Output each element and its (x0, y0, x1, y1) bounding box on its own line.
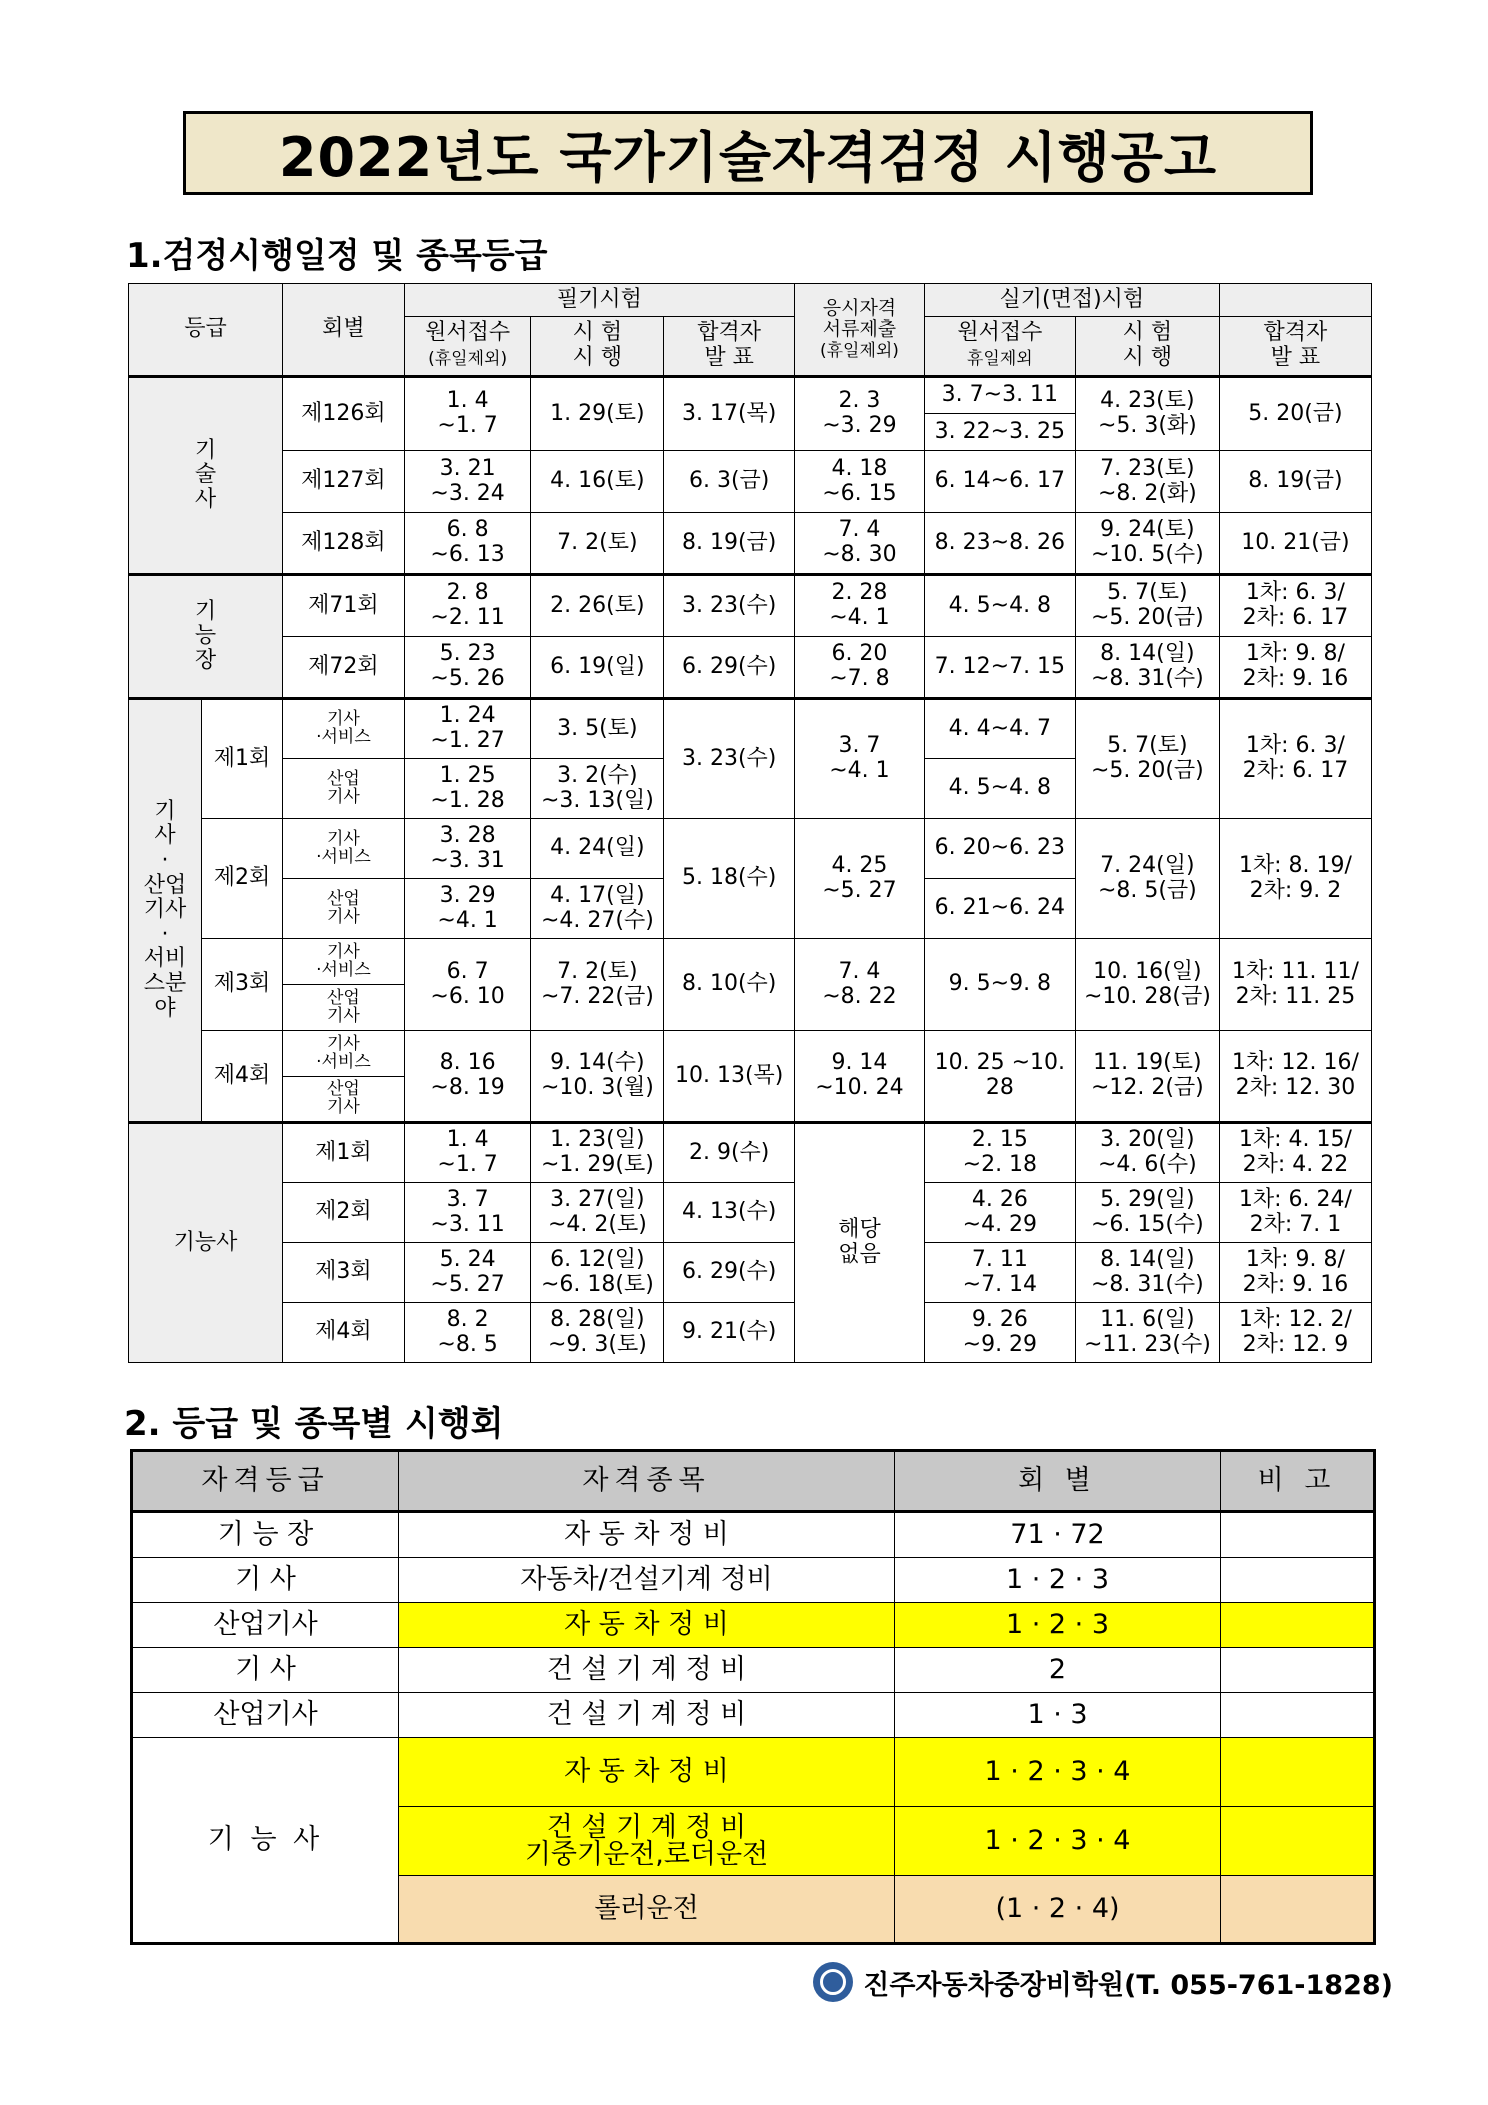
table-cell: 1. 25 ~1. 28 (404, 759, 531, 819)
table-cell: 1차: 6. 3/ 2차: 6. 17 (1219, 575, 1371, 637)
table-cell: 4. 5~4. 8 (924, 575, 1075, 637)
header-docs: 응시자격 서류제출 (휴일제외) (795, 284, 925, 377)
table-cell: 6. 12(일) ~6. 18(토) (531, 1243, 664, 1303)
cell-rounds: 1 · 2 · 3 (895, 1603, 1221, 1648)
cell-item: 건 설 기 계 정 비 (399, 1693, 895, 1738)
header-practical: 실기(면접)시험 (924, 284, 1219, 317)
table-cell: 5. 29(일) ~6. 15(수) (1075, 1183, 1219, 1243)
sub-industrial: 산업 기사 (283, 985, 405, 1031)
cell-item: 자 동 차 정 비 (399, 1603, 895, 1648)
table-cell: 10. 25 ~10. 28 (924, 1031, 1075, 1123)
cell-remarks (1221, 1512, 1375, 1558)
cell-rounds: 1 · 2 · 3 · 4 (895, 1807, 1221, 1876)
table-cell: 3. 21 ~3. 24 (404, 451, 531, 513)
table-cell: 5. 7(토) ~5. 20(금) (1075, 575, 1219, 637)
table-cell: 6. 29(수) (664, 637, 795, 699)
round-c4: 제4회 (283, 1303, 405, 1363)
table-cell: 8. 2 ~8. 5 (404, 1303, 531, 1363)
table-cell: 3. 2(수) ~3. 13(일) (531, 759, 664, 819)
table-cell: 11. 6(일) ~11. 23(수) (1075, 1303, 1219, 1363)
table-cell: 1. 4 ~1. 7 (404, 377, 531, 451)
table-cell: 9. 21(수) (664, 1303, 795, 1363)
table-cell: 2. 15 ~2. 18 (924, 1123, 1075, 1183)
header-w-pass: 합격자 발 표 (664, 317, 795, 377)
cell-item: 자 동 차 정 비 (399, 1738, 895, 1807)
table-cell: 3. 20(일) ~4. 6(수) (1075, 1123, 1219, 1183)
cell-remarks (1221, 1648, 1375, 1693)
round-e1: 제1회 (201, 699, 282, 819)
cell-remarks (1221, 1603, 1375, 1648)
table-cell: 1. 29(토) (531, 377, 664, 451)
round-c2: 제2회 (283, 1183, 405, 1243)
table-cell: 7. 4 ~8. 30 (795, 513, 925, 575)
table-cell: 4. 16(토) (531, 451, 664, 513)
table-cell: 3. 29 ~4. 1 (404, 879, 531, 939)
header-qual-item: 자격종목 (399, 1451, 895, 1512)
table-cell: 8. 14(일) ~8. 31(수) (1075, 637, 1219, 699)
table-cell: 7. 2(토) (531, 513, 664, 575)
table-cell: 10. 21(금) (1219, 513, 1371, 575)
table-cell: 1차: 6. 3/ 2차: 6. 17 (1219, 699, 1371, 819)
table-cell: 8. 19(금) (1219, 451, 1371, 513)
table-cell: 3. 22~3. 25 (924, 414, 1075, 451)
cell-item: 자동차/건설기계 정비 (399, 1558, 895, 1603)
table-cell: 8. 14(일) ~8. 31(수) (1075, 1243, 1219, 1303)
table-cell: 1. 4 ~1. 7 (404, 1123, 531, 1183)
table-cell: 6. 19(일) (531, 637, 664, 699)
table-cell: 4. 13(수) (664, 1183, 795, 1243)
header-written: 필기시험 (404, 284, 794, 317)
table-cell: 6. 20 ~7. 8 (795, 637, 925, 699)
table-cell: 6. 21~6. 24 (924, 879, 1075, 939)
table-cell: 8. 23~8. 26 (924, 513, 1075, 575)
page-title: 2022년도 국가기술자격검정 시행공고 (183, 111, 1313, 195)
table-cell: 5. 23 ~5. 26 (404, 637, 531, 699)
table-cell: 1. 24 ~1. 27 (404, 699, 531, 759)
table-cell: 6. 7 ~6. 10 (404, 939, 531, 1031)
round-128: 제128회 (283, 513, 405, 575)
table-cell: 3. 17(목) (664, 377, 795, 451)
cell-rounds: 1 · 2 · 3 · 4 (895, 1738, 1221, 1807)
table-cell: 3. 23(수) (664, 575, 795, 637)
round-127: 제127회 (283, 451, 405, 513)
round-72: 제72회 (283, 637, 405, 699)
table-cell: 4. 26 ~4. 29 (924, 1183, 1075, 1243)
round-126: 제126회 (283, 377, 405, 451)
header-w-exam: 시 험 시 행 (531, 317, 664, 377)
table-cell: 8. 28(일) ~9. 3(토) (531, 1303, 664, 1363)
table-cell: 2. 3 ~3. 29 (795, 377, 925, 451)
grade-professional-engineer: 기 술 사 (129, 377, 283, 575)
table-cell: 8. 19(금) (664, 513, 795, 575)
table-cell: 4. 24(일) (531, 819, 664, 879)
academy-logo-icon (813, 1962, 853, 2002)
table-cell: 5. 20(금) (1219, 377, 1371, 451)
cell-item: 건 설 기 계 정 비 기중기운전,로더운전 (399, 1807, 895, 1876)
cell-rounds: 1 · 2 · 3 (895, 1558, 1221, 1603)
grade-master-craftsman: 기 능 장 (129, 575, 283, 699)
table-cell: 7. 12~7. 15 (924, 637, 1075, 699)
cell-remarks (1221, 1807, 1375, 1876)
table-cell: 7. 24(일) ~8. 5(금) (1075, 819, 1219, 939)
cell-grade: 기 사 (132, 1648, 399, 1693)
table-cell: 9. 14 ~10. 24 (795, 1031, 925, 1123)
table-cell: 1차: 4. 15/ 2차: 4. 22 (1219, 1123, 1371, 1183)
header-remarks: 비 고 (1221, 1451, 1375, 1512)
header-w-apply: 원서접수 (휴일제외) (404, 317, 531, 377)
sub-eng-svc: 기사 ·서비스 (283, 939, 405, 985)
table-cell: 9. 24(토) ~10. 5(수) (1075, 513, 1219, 575)
cell-grade: 산업기사 (132, 1603, 399, 1648)
table-cell: 3. 7 ~4. 1 (795, 699, 925, 819)
table-cell: 3. 5(토) (531, 699, 664, 759)
table-cell: 5. 7(토) ~5. 20(금) (1075, 699, 1219, 819)
cell-rounds: 71 · 72 (895, 1512, 1221, 1558)
table-cell: 3. 28 ~3. 31 (404, 819, 531, 879)
cell-remarks (1221, 1876, 1375, 1944)
grade-craftsman: 기능사 (129, 1123, 283, 1363)
table-cell: 5. 18(수) (664, 819, 795, 939)
table-cell: 1차: 12. 16/ 2차: 12. 30 (1219, 1031, 1371, 1123)
cell-remarks (1221, 1558, 1375, 1603)
table-cell: 1. 23(일) ~1. 29(토) (531, 1123, 664, 1183)
table-cell: 1차: 11. 11/ 2차: 11. 25 (1219, 939, 1371, 1031)
table-cell: 7. 11 ~7. 14 (924, 1243, 1075, 1303)
table-cell: 6. 14~6. 17 (924, 451, 1075, 513)
table-cell: 7. 2(토) ~7. 22(금) (531, 939, 664, 1031)
table-cell: 1차: 12. 2/ 2차: 12. 9 (1219, 1303, 1371, 1363)
table-cell: 11. 19(토) ~12. 2(금) (1075, 1031, 1219, 1123)
header-p-exam: 시 험 시 행 (1075, 317, 1219, 377)
sub-industrial: 산업 기사 (283, 759, 405, 819)
table-cell: 10. 13(목) (664, 1031, 795, 1123)
cell-grade: 기 능 사 (132, 1738, 399, 1944)
table-cell: 4. 4~4. 7 (924, 699, 1075, 759)
table-cell: 8. 16 ~8. 19 (404, 1031, 531, 1123)
header-round: 회별 (283, 284, 405, 377)
section-2-heading: 2. 등급 및 종목별 시행회 (124, 1404, 504, 1444)
round-c3: 제3회 (283, 1243, 405, 1303)
cell-remarks (1221, 1738, 1375, 1807)
sub-eng-svc: 기사 ·서비스 (283, 819, 405, 879)
table-cell: 4. 17(일) ~4. 27(수) (531, 879, 664, 939)
round-71: 제71회 (283, 575, 405, 637)
cell-rounds: (1 · 2 · 4) (895, 1876, 1221, 1944)
cell-grade: 산업기사 (132, 1693, 399, 1738)
table-cell: 4. 25 ~5. 27 (795, 819, 925, 939)
table-cell: 6. 20~6. 23 (924, 819, 1075, 879)
table-cell: 2. 26(토) (531, 575, 664, 637)
table-cell: 4. 23(토) ~5. 3(화) (1075, 377, 1219, 451)
table-cell: 1차: 8. 19/ 2차: 9. 2 (1219, 819, 1371, 939)
sub-industrial: 산업 기사 (283, 879, 405, 939)
cell-item: 자 동 차 정 비 (399, 1512, 895, 1558)
cell-remarks (1221, 1693, 1375, 1738)
cell-item: 롤러운전 (399, 1876, 895, 1944)
round-e2: 제2회 (201, 819, 282, 939)
sub-industrial: 산업 기사 (283, 1077, 405, 1123)
grade-engineer: 기 사 · 산업 기사 · 서비 스분 야 (129, 699, 202, 1123)
table-cell: 3. 7 ~3. 11 (404, 1183, 531, 1243)
header-qual-grade: 자격등급 (132, 1451, 399, 1512)
table-cell: 8. 10(수) (664, 939, 795, 1031)
schedule-table (128, 283, 1372, 1363)
table-cell: 2. 8 ~2. 11 (404, 575, 531, 637)
table-cell: 6. 3(금) (664, 451, 795, 513)
table-cell: 7. 4 ~8. 22 (795, 939, 925, 1031)
table-cell: 1차: 9. 8/ 2차: 9. 16 (1219, 1243, 1371, 1303)
table-cell: 9. 26 ~9. 29 (924, 1303, 1075, 1363)
section-1-heading: 1.검정시행일정 및 종목등급 (126, 236, 548, 276)
grade-item-table (130, 1449, 1376, 1945)
round-e4: 제4회 (201, 1031, 282, 1123)
sub-eng-svc: 기사 ·서비스 (283, 699, 405, 759)
table-cell: 9. 14(수) ~10. 3(월) (531, 1031, 664, 1123)
table-cell: 6. 29(수) (664, 1243, 795, 1303)
table-cell: 3. 7~3. 11 (924, 377, 1075, 414)
footer-text: 진주자동차중장비학원(T. 055-761-1828) (863, 1969, 1393, 2001)
table-cell: 10. 16(일) ~10. 28(금) (1075, 939, 1219, 1031)
round-c1: 제1회 (283, 1123, 405, 1183)
header-p-apply: 원서접수 휴일제외 (924, 317, 1075, 377)
table-cell: 5. 24 ~5. 27 (404, 1243, 531, 1303)
table-cell: 4. 18 ~6. 15 (795, 451, 925, 513)
table-cell: 9. 5~9. 8 (924, 939, 1075, 1031)
footer (813, 1962, 1393, 2002)
table-cell: 4. 5~4. 8 (924, 759, 1075, 819)
table-cell: 2. 28 ~4. 1 (795, 575, 925, 637)
table-cell: 7. 23(토) ~8. 2(화) (1075, 451, 1219, 513)
sub-eng-svc: 기사 ·서비스 (283, 1031, 405, 1077)
cell-rounds: 1 · 3 (895, 1693, 1221, 1738)
cell-grade: 기 능 장 (132, 1512, 399, 1558)
table-cell: 6. 8 ~6. 13 (404, 513, 531, 575)
cell-grade: 기 사 (132, 1558, 399, 1603)
table-cell: 2. 9(수) (664, 1123, 795, 1183)
table-cell: 1차: 9. 8/ 2차: 9. 16 (1219, 637, 1371, 699)
cell-rounds: 2 (895, 1648, 1221, 1693)
table-cell: 3. 23(수) (664, 699, 795, 819)
header-grade: 등급 (129, 284, 283, 377)
table-cell: 해당 없음 (795, 1123, 925, 1363)
header-p-pass: 합격자 발 표 (1219, 317, 1371, 377)
table-cell: 1차: 6. 24/ 2차: 7. 1 (1219, 1183, 1371, 1243)
round-e3: 제3회 (201, 939, 282, 1031)
cell-item: 건 설 기 계 정 비 (399, 1648, 895, 1693)
table-cell: 3. 27(일) ~4. 2(토) (531, 1183, 664, 1243)
header-rounds: 회 별 (895, 1451, 1221, 1512)
